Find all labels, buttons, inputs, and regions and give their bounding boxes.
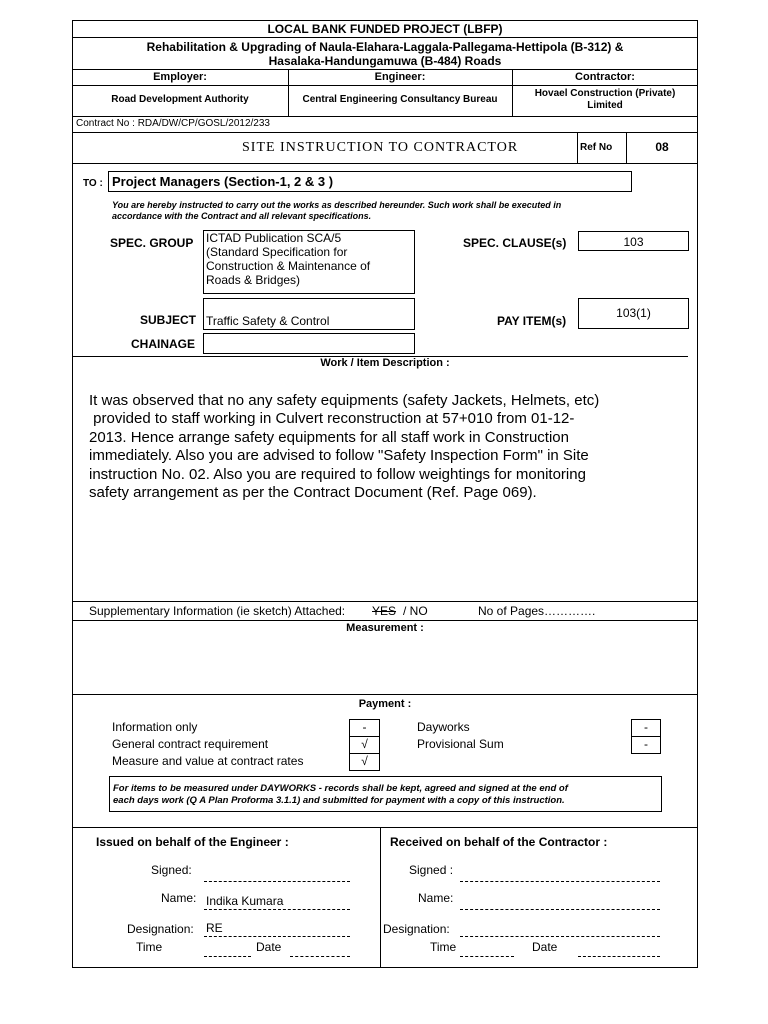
engineer-date-label: Date bbox=[256, 940, 282, 954]
contractor-name-line2: Limited bbox=[587, 100, 623, 111]
contractor-date-line[interactable] bbox=[578, 956, 660, 957]
engineer-name-line[interactable] bbox=[204, 909, 350, 910]
work-description-line: safety arrangement as per the Contract Document (Ref. Page 069). bbox=[89, 484, 537, 502]
checkbox-information-only[interactable]: - bbox=[362, 720, 367, 734]
contractor-name-line[interactable] bbox=[460, 909, 660, 910]
work-description-heading: Work / Item Description : bbox=[320, 357, 450, 369]
spec-clause-field[interactable] bbox=[578, 231, 689, 251]
engineer-name: Central Engineering Consultancy Bureau bbox=[302, 94, 498, 105]
payment-heading: Payment : bbox=[358, 698, 412, 710]
subject-field[interactable] bbox=[203, 298, 415, 330]
spec-group-line: ICTAD Publication SCA/5 bbox=[206, 231, 342, 245]
spec-group-field[interactable] bbox=[203, 230, 415, 294]
engineer-time-label: Time bbox=[136, 940, 163, 954]
supplementary-yes: YES bbox=[372, 604, 397, 618]
payment-option-label: Information only bbox=[112, 720, 198, 734]
subject-label: SUBJECT bbox=[140, 313, 197, 327]
to-field[interactable] bbox=[108, 171, 632, 192]
to-label: TO : bbox=[83, 178, 103, 189]
employer-label: Employer: bbox=[153, 71, 207, 83]
work-description-line: It was observed that no any safety equipments (safety Jackets, Helmets, etc) bbox=[89, 392, 600, 409]
contract-number: Contract No : RDA/DW/CP/GOSL/2012/233 bbox=[76, 118, 270, 129]
ref-no-label: Ref No bbox=[580, 142, 613, 153]
engineer-designation-value: RE bbox=[206, 921, 223, 935]
checkbox-general-contract-requirement[interactable]: √ bbox=[361, 737, 368, 751]
road-title-line2: Hasalaka-Handungamuwa (B-484) Roads bbox=[268, 54, 502, 68]
contractor-label: Contractor: bbox=[575, 71, 635, 83]
engineer-date-line[interactable] bbox=[290, 956, 350, 957]
contractor-time-label: Time bbox=[430, 940, 457, 954]
instruction-note-line1: You are hereby instructed to carry out the works as described hereunder. Such work shall be executed in bbox=[112, 200, 562, 210]
ref-no-value: 08 bbox=[655, 140, 669, 154]
pay-item-value: 103(1) bbox=[616, 306, 651, 320]
payment-option-label: Measure and value at contract rates bbox=[112, 754, 304, 768]
contractor-signature-line[interactable] bbox=[460, 881, 660, 882]
engineer-signed-label: Signed: bbox=[151, 863, 192, 877]
work-description-line: instruction No. 02. Also you are required to follow weightings for monitoring bbox=[89, 465, 586, 483]
dayworks-note-line1: For items to be measured under DAYWORKS - records shall be kept, agreed and signed at the end of bbox=[113, 783, 568, 794]
checkbox-dayworks[interactable]: - bbox=[644, 720, 648, 734]
contractor-designation-line[interactable] bbox=[460, 936, 660, 937]
road-title-line1: Rehabilitation & Upgrading of Naula-Elahara-Laggala-Pallegama-Hettipola (B-312) & bbox=[146, 40, 624, 54]
spec-group-line: Roads & Bridges) bbox=[206, 273, 301, 287]
employer-name: Road Development Authority bbox=[111, 94, 249, 105]
project-title: LOCAL BANK FUNDED PROJECT (LBFP) bbox=[267, 22, 503, 36]
engineer-designation-label: Designation: bbox=[127, 922, 194, 936]
chainage-field[interactable] bbox=[203, 333, 415, 354]
pay-item-field[interactable] bbox=[578, 298, 689, 329]
subject-value: Traffic Safety & Control bbox=[206, 314, 330, 328]
work-description-line: 2013. Hence arrange safety equipments for all staff work in Construction bbox=[89, 428, 569, 446]
contractor-name-label: Name: bbox=[418, 891, 454, 905]
contractor-name-line1: Hovael Construction (Private) bbox=[534, 88, 676, 99]
to-value: Project Managers (Section-1, 2 & 3 ) bbox=[112, 174, 334, 189]
engineer-time-line[interactable] bbox=[204, 956, 251, 957]
payment-option-label: General contract requirement bbox=[112, 737, 269, 751]
spec-clause-label: SPEC. CLAUSE(s) bbox=[463, 236, 567, 250]
engineer-name-value: Indika Kumara bbox=[206, 894, 284, 908]
instruction-note-line2: accordance with the Contract and all relevant specifications. bbox=[112, 211, 372, 221]
contractor-designation-label: Designation: bbox=[383, 922, 450, 936]
engineer-section-heading: Issued on behalf of the Engineer : bbox=[96, 835, 289, 849]
checkbox-provisional-sum[interactable]: - bbox=[644, 737, 648, 751]
instruction-title: SITE INSTRUCTION TO CONTRACTOR bbox=[242, 140, 519, 155]
work-description-body bbox=[89, 392, 599, 502]
checkbox-measure-contract-rates[interactable]: √ bbox=[361, 754, 368, 768]
spec-group-label: SPEC. GROUP bbox=[110, 236, 194, 250]
supplementary-no: / NO bbox=[403, 604, 428, 618]
engineer-label: Engineer: bbox=[374, 71, 426, 83]
supplementary-label: Supplementary Information (ie sketch) Attached: bbox=[89, 604, 346, 618]
dayworks-note-box bbox=[109, 776, 662, 812]
chainage-label: CHAINAGE bbox=[131, 337, 196, 351]
pay-item-label: PAY ITEM(s) bbox=[497, 314, 567, 328]
payment-option-label: Dayworks bbox=[417, 720, 470, 734]
spec-group-line: Construction & Maintenance of bbox=[206, 259, 371, 273]
contractor-section-heading: Received on behalf of the Contractor : bbox=[390, 835, 608, 849]
engineer-signature-line[interactable] bbox=[204, 881, 350, 882]
payment-option-label: Provisional Sum bbox=[417, 737, 504, 751]
number-of-pages: No of Pages…………. bbox=[478, 604, 596, 618]
measurement-heading: Measurement : bbox=[346, 622, 424, 634]
dayworks-note-line2: each days work (Q A Plan Proforma 3.1.1) and submitted for payment with a copy of this instruction. bbox=[113, 795, 565, 806]
spec-group-line: (Standard Specification for bbox=[206, 245, 348, 259]
work-description-line: provided to staff working in Culvert reconstruction at 57+010 from 01-12- bbox=[89, 410, 575, 428]
contractor-time-line[interactable] bbox=[460, 956, 514, 957]
engineer-name-label: Name: bbox=[161, 891, 197, 905]
contractor-date-label: Date bbox=[532, 940, 558, 954]
work-description-line: immediately. Also you are advised to follow "Safety Inspection Form" in Site bbox=[89, 447, 589, 465]
spec-clause-value: 103 bbox=[623, 235, 644, 249]
contractor-signed-label: Signed : bbox=[409, 863, 454, 877]
engineer-designation-line[interactable] bbox=[204, 936, 350, 937]
